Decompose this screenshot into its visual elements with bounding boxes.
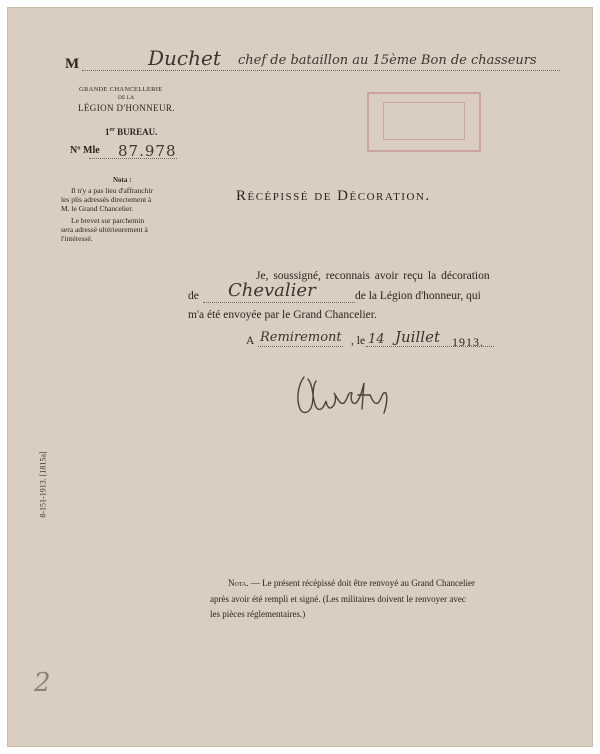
chancellery-de-la: DE LA	[118, 95, 135, 101]
addressee-prefix: M	[65, 56, 80, 72]
printer-code: 8-151-1913. [1815a]	[38, 451, 48, 518]
body-de-prefix: de	[188, 290, 199, 302]
nota-line-2: les plis adressés directement à	[61, 195, 152, 204]
addressee-dotted-line	[82, 70, 560, 71]
legion-label: LÉGION D'HONNEUR.	[78, 103, 175, 113]
place-dotted-line	[258, 346, 343, 347]
signature	[290, 365, 400, 425]
body-line-2-rest: de la Légion d'honneur, qui	[355, 290, 481, 302]
chancellery-label: GRANDE CHANCELLERIE	[79, 86, 163, 93]
nota-line-6: l'intéressé.	[61, 234, 93, 243]
bureau-word: BUREAU.	[117, 127, 158, 137]
date-le: , le	[351, 335, 366, 347]
footer-nota-text-1: — Le présent récépissé doit être renvoyé au Grand Chancelier	[248, 578, 476, 588]
place-handwritten: Remiremont	[260, 330, 342, 345]
body-line-3: m'a été envoyée par le Grand Chancelier.	[188, 309, 377, 321]
date-month-handwritten: Juillet	[395, 328, 440, 346]
date-year: 1913.	[452, 335, 484, 349]
bureau-superscript: er	[109, 127, 115, 133]
footer-nota-line-3: les pièces réglementaires.)	[210, 609, 306, 619]
nota-line-1: Il n'y a pas lieu d'affranchir	[71, 186, 153, 195]
faded-stamp-inner-frame	[383, 102, 465, 140]
bureau-label	[105, 127, 157, 137]
nota-line-4: Le brevet sur parchemin	[71, 216, 145, 225]
pencil-mark: 2	[34, 668, 51, 698]
body-line-1: Je, soussigné, reconnais avoir reçu la décoration	[256, 270, 490, 282]
footer-nota-line-2: après avoir été rempli et signé. (Les militaires doivent le renvoyer avec	[210, 594, 466, 604]
registration-number-value: 87.978	[118, 142, 177, 160]
footer-nota-heading: Nota.	[228, 578, 249, 588]
decoration-grade-handwritten: Chevalier	[228, 280, 316, 301]
place-prefix: A	[246, 335, 255, 347]
document-title: Récépissé de Décoration.	[236, 188, 431, 204]
nota-heading: Nota :	[113, 176, 132, 184]
nota-line-5: sera adressé ultérieurement à	[61, 225, 148, 234]
faded-stamp	[367, 92, 481, 152]
addressee-rank-handwritten: chef de bataillon au 15ème Bon de chasseurs	[238, 53, 537, 68]
nota-line-3: M. le Grand Chancelier.	[61, 204, 134, 213]
footer-nota-line-1	[228, 578, 475, 588]
registration-number-label: Nº Mle	[70, 145, 100, 156]
date-day-handwritten: 14	[368, 332, 385, 347]
bureau-number: 1	[105, 127, 110, 137]
decoration-dotted-line	[203, 302, 355, 303]
addressee-name-handwritten: Duchet	[148, 46, 221, 70]
